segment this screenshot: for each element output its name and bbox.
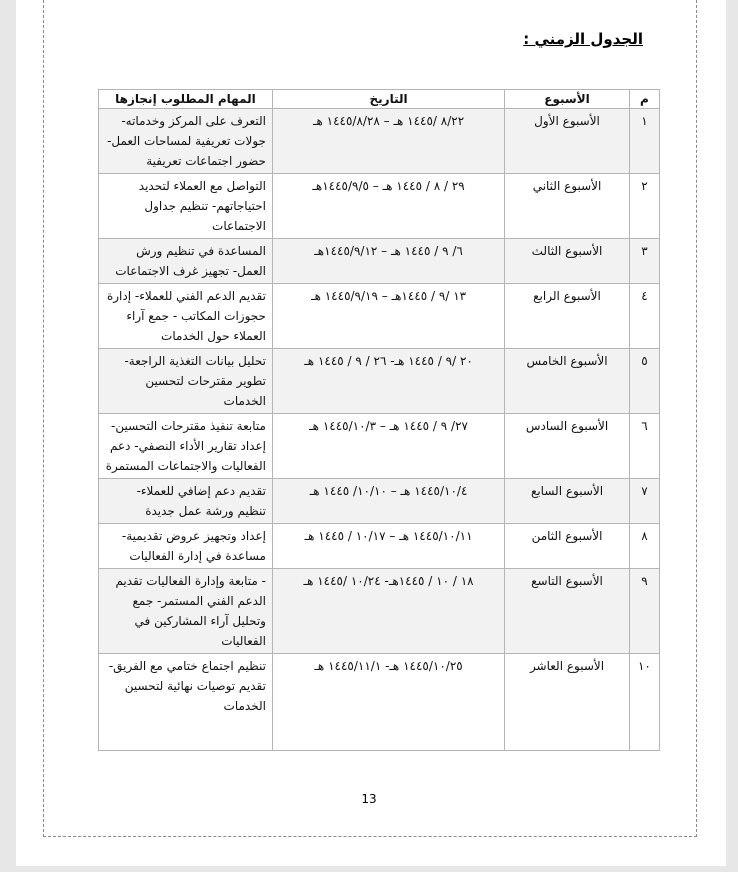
page-number: 13 [361, 792, 377, 806]
row-week: الأسبوع التاسع [505, 569, 630, 654]
row-num: ٩ [629, 569, 659, 654]
row-tasks: تحليل بيانات التغذية الراجعة- تطوير مقترحات لتحسين الخدمات [99, 349, 273, 414]
row-date: ٢٩ / ٨ / ١٤٤٥ هـ – ١٤٤٥/٩/٥هـ [272, 174, 504, 239]
row-date: ٢٠ /٩ / ١٤٤٥ هـ- ٢٦ / ٩ / ١٤٤٥ هـ [272, 349, 504, 414]
row-week: الأسبوع الأول [505, 109, 630, 174]
table-row [99, 174, 660, 239]
table-row [99, 654, 660, 751]
row-num: ٧ [629, 479, 659, 524]
header-num: م [629, 90, 659, 109]
row-tasks: تقديم دعم إضافي للعملاء- تنظيم ورشة عمل جديدة [99, 479, 273, 524]
row-date: ١٨ / ١٠ / ١٤٤٥هـ- ١٠/٢٤ /١٤٤٥ هـ [272, 569, 504, 654]
row-tasks: - متابعة وإدارة الفعاليات تقديم الدعم الفني المستمر- جمع وتحليل آراء المشاركين في الفعاليات [99, 569, 273, 654]
table-row [99, 109, 660, 174]
table-row [99, 284, 660, 349]
row-week: الأسبوع السادس [505, 414, 630, 479]
header-week: الأسبوع [505, 90, 630, 109]
row-week: الأسبوع السابع [505, 479, 630, 524]
row-date: ١٤٤٥/١٠/٢٥ هـ- ١٤٤٥/١١/١ هـ [272, 654, 504, 751]
row-week: الأسبوع الرابع [505, 284, 630, 349]
row-week: الأسبوع الثامن [505, 524, 630, 569]
schedule-table [98, 89, 660, 751]
row-tasks: تنظيم اجتماع ختامي مع الفريق- تقديم توصيات نهائية لتحسين الخدمات [99, 654, 273, 751]
row-date: ٨/٢٢ /١٤٤٥ هـ – ١٤٤٥/٨/٢٨ هـ [272, 109, 504, 174]
table-header-row [99, 90, 660, 109]
table-row [99, 524, 660, 569]
row-date: ١٤٤٥/١٠/٤ هـ – ١٠/١٠/ ١٤٤٥ هـ [272, 479, 504, 524]
row-num: ١ [629, 109, 659, 174]
row-num: ١٠ [629, 654, 659, 751]
table-row [99, 414, 660, 479]
row-tasks: التعرف على المركز وخدماته- جولات تعريفية لمساحات العمل- حضور اجتماعات تعريفية [99, 109, 273, 174]
row-tasks: إعداد وتجهيز عروض تقديمية- مساعدة في إدارة الفعاليات [99, 524, 273, 569]
table-row [99, 349, 660, 414]
row-num: ٥ [629, 349, 659, 414]
header-tasks: المهام المطلوب إنجازها [99, 90, 273, 109]
row-tasks: المساعدة في تنظيم ورش العمل- تجهيز غرف الاجتماعات [99, 239, 273, 284]
row-num: ٦ [629, 414, 659, 479]
row-date: ٢٧/ ٩ / ١٤٤٥ هـ – ١٤٤٥/١٠/٣ هـ [272, 414, 504, 479]
row-date: ٦/ ٩ / ١٤٤٥ هـ – ١٤٤٥/٩/١٢هـ [272, 239, 504, 284]
row-tasks: التواصل مع العملاء لتحديد احتياجاتهم- تنظيم جداول الاجتماعات [99, 174, 273, 239]
row-week: الأسبوع الثاني [505, 174, 630, 239]
row-tasks: تقديم الدعم الفني للعملاء- إدارة حجوزات المكاتب - جمع آراء العملاء حول الخدمات [99, 284, 273, 349]
row-week: الأسبوع الخامس [505, 349, 630, 414]
row-week: الأسبوع الثالث [505, 239, 630, 284]
header-date: التاريخ [272, 90, 504, 109]
row-num: ٨ [629, 524, 659, 569]
row-num: ٢ [629, 174, 659, 239]
table-row [99, 569, 660, 654]
row-date: ١٤٤٥/١٠/١١ هـ – ١٠/١٧ / ١٤٤٥ هـ [272, 524, 504, 569]
row-date: ١٣ /٩ / ١٤٤٥هـ – ١٤٤٥/٩/١٩ هـ [272, 284, 504, 349]
row-num: ٤ [629, 284, 659, 349]
schedule-heading: الجدول الزمني : [523, 30, 643, 48]
row-num: ٣ [629, 239, 659, 284]
table-row [99, 239, 660, 284]
row-tasks: متابعة تنفيذ مقترحات التحسين- إعداد تقارير الأداء النصفي- دعم الفعاليات والاجتماعات المستمرة [99, 414, 273, 479]
row-week: الأسبوع العاشر [505, 654, 630, 751]
table-row [99, 479, 660, 524]
